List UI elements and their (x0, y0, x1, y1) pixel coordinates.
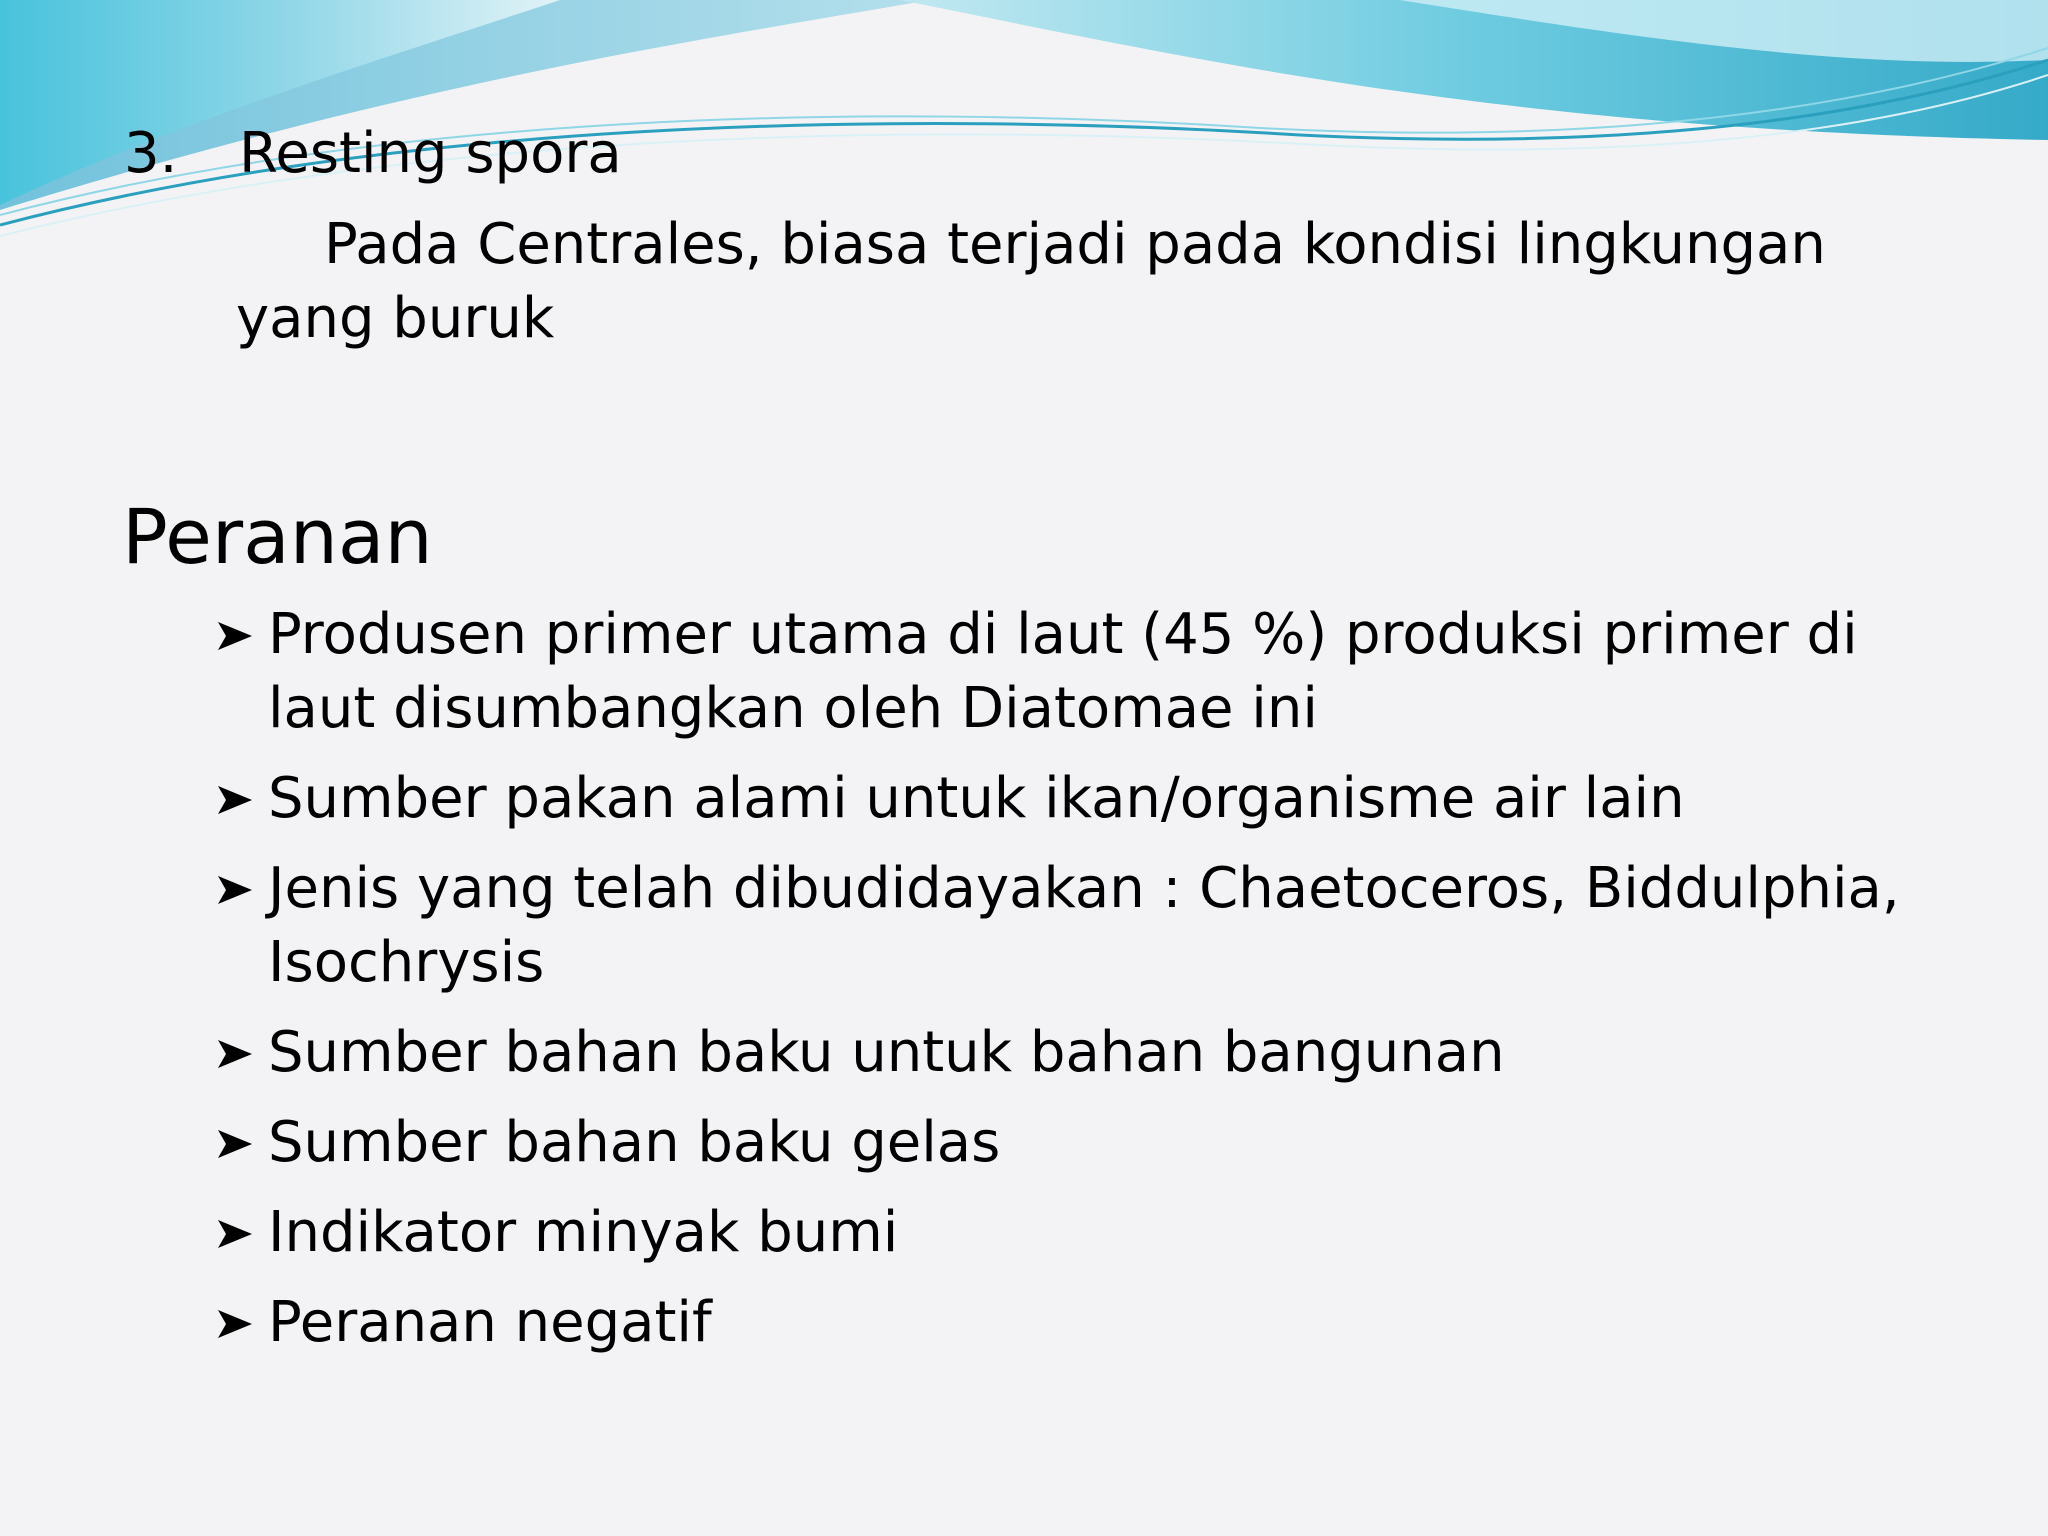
list-item-text: Sumber pakan alami untuk ikan/organisme air lain (268, 766, 1685, 831)
list-item-text: Indikator minyak bumi (268, 1200, 899, 1265)
list-item (214, 762, 1914, 836)
numbered-item (124, 118, 622, 190)
list-item (214, 852, 1914, 1000)
list-item-text: Sumber bahan baku untuk bahan bangunan (268, 1020, 1505, 1085)
list-item (214, 1106, 1914, 1180)
list-item (214, 1196, 1914, 1270)
arrow-bullet-icon (214, 782, 258, 818)
list-item-text: Peranan negatif (268, 1290, 712, 1355)
list-item (214, 1016, 1914, 1090)
list-item-text: Sumber bahan baku gelas (268, 1110, 1001, 1175)
item-description: Pada Centrales, biasa terjadi pada kondisi lingkungan yang buruk (236, 212, 1826, 351)
item-title: Resting spora (239, 121, 622, 186)
list-item (214, 598, 1914, 746)
arrow-bullet-icon (214, 1036, 258, 1072)
section-heading: Peranan (122, 492, 433, 581)
list-item-text: Produsen primer utama di laut (45 %) produksi primer di laut disumbangkan oleh Diatomae ini (268, 602, 1858, 741)
arrow-bullet-icon (214, 872, 258, 908)
arrow-bullet-icon (214, 618, 258, 654)
list-item-text: Jenis yang telah dibudidayakan : Chaetoceros, Biddulphia, Isochrysis (268, 856, 1900, 995)
item-number: 3. (124, 121, 178, 186)
list-item (214, 1286, 1914, 1360)
arrow-bullet-icon (214, 1306, 258, 1342)
bullet-list (214, 598, 1914, 1376)
arrow-bullet-icon (214, 1216, 258, 1252)
arrow-bullet-icon (214, 1126, 258, 1162)
